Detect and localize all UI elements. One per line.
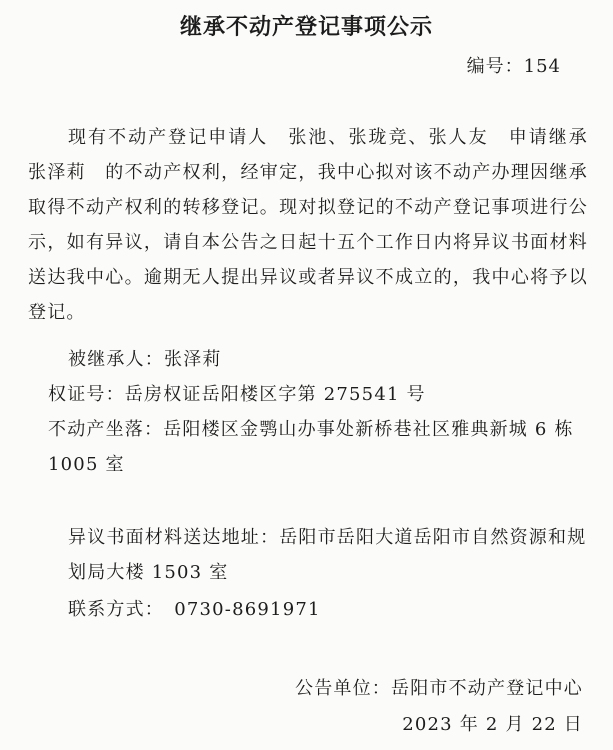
contact-line: 联系方式： 0730-8691971	[68, 599, 321, 620]
date-line: 2023 年 2 月 22 日	[402, 714, 583, 735]
notice-paragraph: 现有不动产登记申请人 张池、张珑竞、张人友 申请继承 张泽莉 的不动产权利，经审定，我中心拟对该不动产办理因继承取得不动产权利的转移登记。现对拟登记的不动产登记事项进行公示，如有异议，请自本公告之日起十五个工作日内将异议书面材料送达我中心。逾期无人提出异议或者异议不成立的，我中心将予以登记。	[28, 127, 608, 323]
location-line: 不动产坐落：岳阳楼区金鹗山办事处新桥巷社区雅典新城 6 栋 1005 室	[48, 419, 574, 475]
serial-number: 编号：154	[466, 56, 561, 77]
certificate-line: 权证号：岳房权证岳阳楼区字第 275541 号	[48, 384, 426, 405]
decedent-line: 被继承人：张泽莉	[68, 349, 222, 370]
objection-address-line: 异议书面材料送达地址：岳阳市岳阳大道岳阳市自然资源和规划局大楼 1503 室	[68, 527, 587, 583]
document-title: 继承不动产登记事项公示	[179, 15, 433, 40]
issuer-line: 公告单位：岳阳市不动产登记中心	[295, 678, 583, 699]
